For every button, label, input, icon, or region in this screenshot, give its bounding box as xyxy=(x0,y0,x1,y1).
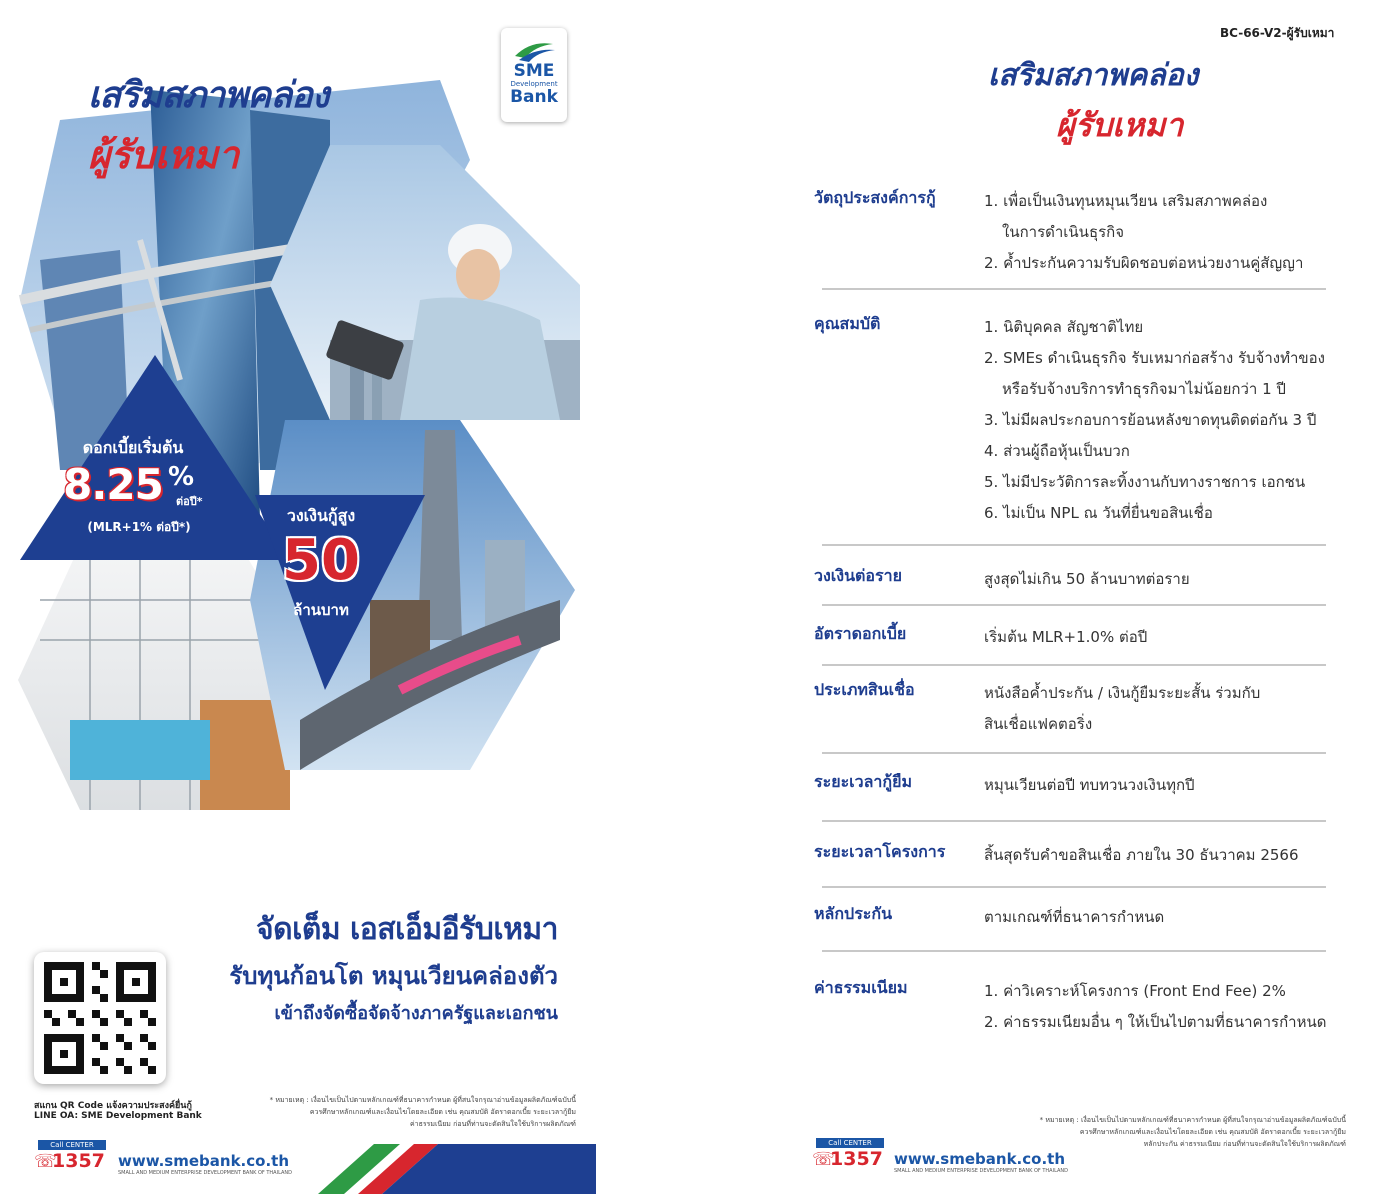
details-subtitle: ผู้รับเหมา xyxy=(1056,106,1184,144)
logo-swoosh-icon xyxy=(511,36,557,62)
call-center-number: 1357 xyxy=(52,1150,105,1172)
hero-title: เสริมสภาพคล่อง xyxy=(88,75,329,116)
website-tagline: SMALL AND MEDIUM ENTERPRISE DEVELOPMENT BANK OF THAILAND xyxy=(894,1168,1068,1174)
divider xyxy=(822,664,1326,666)
disclaimer-line: * หมายเหตุ : เงื่อนไขเป็นไปตามหลักเกณฑ์ที่ธนาคารกำหนด ผู้ที่สนใจกรุณาอ่านข้อมูลผลิตภัณฑ์ฉบับนี้ xyxy=(269,1096,576,1104)
spec-line: สูงสุดไม่เกิน 50 ล้านบาทต่อราย xyxy=(984,570,1190,588)
document-code: BC-66-V2-ผู้รับเหมา xyxy=(1220,26,1335,40)
limit-value: 50 xyxy=(282,528,360,593)
website-tagline: SMALL AND MEDIUM ENTERPRISE DEVELOPMENT BANK OF THAILAND xyxy=(118,1170,292,1176)
spec-label: ระยะเวลากู้ยืม xyxy=(814,772,913,791)
spec-line: ในการดำเนินธุรกิจ xyxy=(1002,223,1125,241)
spec-label: อัตราดอกเบี้ย xyxy=(814,624,907,643)
sme-bank-logo xyxy=(501,28,567,122)
phone-icon: ☏ xyxy=(34,1150,57,1172)
qr-caption: สแกน QR Code แจ้งความประสงค์ยื่นกู้ xyxy=(34,1101,192,1111)
rate-unit: ต่อปี* xyxy=(176,495,203,508)
divider xyxy=(822,820,1326,822)
spec-line: 1. ค่าวิเคราะห์โครงการ (Front End Fee) 2% xyxy=(984,982,1286,1000)
rate-note: (MLR+1% ต่อปี*) xyxy=(87,520,191,534)
call-center-number: 1357 xyxy=(830,1148,883,1170)
spec-line: 3. ไม่มีผลประกอบการย้อนหลังขาดทุนติดต่อกัน 3 ปี xyxy=(984,411,1317,429)
spec-line: 2. ค่าธรรมเนียมอื่น ๆ ให้เป็นไปตามที่ธนาคารกำหนด xyxy=(984,1013,1327,1031)
spec-line: หรือรับจ้างบริการทำธุรกิจมาไม่น้อยกว่า 1 ปี xyxy=(1002,380,1286,398)
spec-line: 6. ไม่เป็น NPL ณ วันที่ยื่นขอสินเชื่อ xyxy=(984,504,1213,522)
spec-line: 5. ไม่มีประวัติการละทิ้งงานกับทางราชการ เอกชน xyxy=(984,473,1306,491)
spec-label: วงเงินต่อราย xyxy=(814,566,902,585)
spec-line: หนังสือค้ำประกัน / เงินกู้ยืมระยะสั้น ร่วมกับ xyxy=(984,684,1261,702)
spec-line: 2. ค้ำประกันความรับผิดชอบต่อหน่วยงานคู่สัญญา xyxy=(984,254,1304,272)
details-title: เสริมสภาพคล่อง xyxy=(988,58,1199,93)
rate-value: 8.25 xyxy=(63,460,163,509)
qr-code-pattern xyxy=(44,962,156,1074)
spec-line: สิ้นสุดรับคำขอสินเชื่อ ภายใน 30 ธันวาคม 2566 xyxy=(984,846,1299,864)
engineer-photo xyxy=(270,145,580,420)
disclaimer xyxy=(990,1114,1346,1150)
brochure-front-page xyxy=(0,0,600,1194)
spec-line: เริ่มต้น MLR+1.0% ต่อปี xyxy=(984,628,1148,646)
logo-text-bank: Bank xyxy=(510,87,558,107)
disclaimer-line: ควรศึกษาหลักเกณฑ์และเงื่อนไขโดยละเอียด เช่น คุณสมบัติ อัตราดอกเบี้ย ระยะเวลากู้ยืม xyxy=(1079,1128,1346,1136)
spec-line: ตามเกณฑ์ที่ธนาคารกำหนด xyxy=(984,908,1165,926)
spec-label: คุณสมบัติ xyxy=(814,314,881,333)
spec-label: ประเภทสินเชื่อ xyxy=(814,680,915,699)
photo-collage xyxy=(0,0,600,820)
call-center-label: Call CENTER xyxy=(816,1138,884,1148)
spec-line: 1. เพื่อเป็นเงินทุนหมุนเวียน เสริมสภาพคล่อง xyxy=(984,192,1268,210)
line-oa-caption: LINE OA: SME Development Bank xyxy=(34,1111,202,1121)
qr-code[interactable] xyxy=(34,952,166,1084)
call-center xyxy=(812,1138,888,1172)
headline-secondary: รับทุนก้อนโต หมุนเวียนคล่องตัว xyxy=(229,962,558,990)
call-center xyxy=(34,1140,110,1174)
spec-line: หมุนเวียนต่อปี ทบทวนวงเงินทุกปี xyxy=(984,776,1195,794)
brochure-details-page xyxy=(780,0,1374,1194)
limit-label: วงเงินกู้สูง xyxy=(286,506,356,525)
divider xyxy=(822,544,1326,546)
brand-stripe xyxy=(318,1144,596,1194)
headline-main: จัดเต็ม เอสเอ็มอีรับเหมา xyxy=(256,912,558,947)
call-center-label: Call CENTER xyxy=(38,1140,106,1150)
spec-label: ระยะเวลาโครงการ xyxy=(814,842,946,861)
divider xyxy=(822,950,1326,952)
hero-subtitle: ผู้รับเหมา xyxy=(88,133,240,177)
headline-tertiary: เข้าถึงจัดซื้อจัดจ้างภาครัฐและเอกชน xyxy=(274,1003,558,1024)
logo-text-development: Development xyxy=(510,80,558,88)
disclaimer-line: * หมายเหตุ : เงื่อนไขเป็นไปตามหลักเกณฑ์ที่ธนาคารกำหนด ผู้ที่สนใจกรุณาอ่านข้อมูลผลิตภัณฑ์ฉบับนี้ xyxy=(1039,1116,1346,1124)
logo-text-sme: SME xyxy=(513,61,555,81)
disclaimer-line: ค่าธรรมเนียม ก่อนที่ท่านจะตัดสินใจใช้บริการผลิตภัณฑ์ xyxy=(410,1120,576,1128)
spec-line: 2. SMEs ดำเนินธุรกิจ รับเหมาก่อสร้าง รับจ้างทำของ xyxy=(984,349,1325,367)
disclaimer xyxy=(224,1094,576,1130)
spec-line: สินเชื่อแฟคตอริ่ง xyxy=(984,715,1093,733)
spec-label: หลักประกัน xyxy=(814,904,893,923)
limit-unit: ล้านบาท xyxy=(293,601,349,619)
phone-icon: ☏ xyxy=(812,1148,835,1170)
spec-label: วัตถุประสงค์การกู้ xyxy=(814,188,936,207)
spec-line: 1. นิติบุคคล สัญชาติไทย xyxy=(984,318,1144,336)
divider xyxy=(822,886,1326,888)
divider xyxy=(822,604,1326,606)
website xyxy=(894,1150,1068,1174)
disclaimer-line: ควรศึกษาหลักเกณฑ์และเงื่อนไขโดยละเอียด เช่น คุณสมบัติ อัตราดอกเบี้ย ระยะเวลากู้ยืม xyxy=(309,1108,576,1116)
divider xyxy=(822,752,1326,754)
disclaimer-line: หลักประกัน ค่าธรรมเนียม ก่อนที่ท่านจะตัดสินใจใช้บริการผลิตภัณฑ์ xyxy=(1143,1140,1346,1148)
rate-label: ดอกเบี้ยเริ่มต้น xyxy=(82,438,184,457)
divider xyxy=(822,288,1326,290)
website-link[interactable]: www.smebank.co.th xyxy=(894,1150,1065,1168)
website-link[interactable]: www.smebank.co.th xyxy=(118,1152,289,1170)
rate-percent-sign: % xyxy=(168,462,195,492)
spec-label: ค่าธรรมเนียม xyxy=(814,978,908,997)
website xyxy=(118,1152,292,1176)
spec-line: 4. ส่วนผู้ถือหุ้นเป็นบวก xyxy=(984,442,1130,460)
